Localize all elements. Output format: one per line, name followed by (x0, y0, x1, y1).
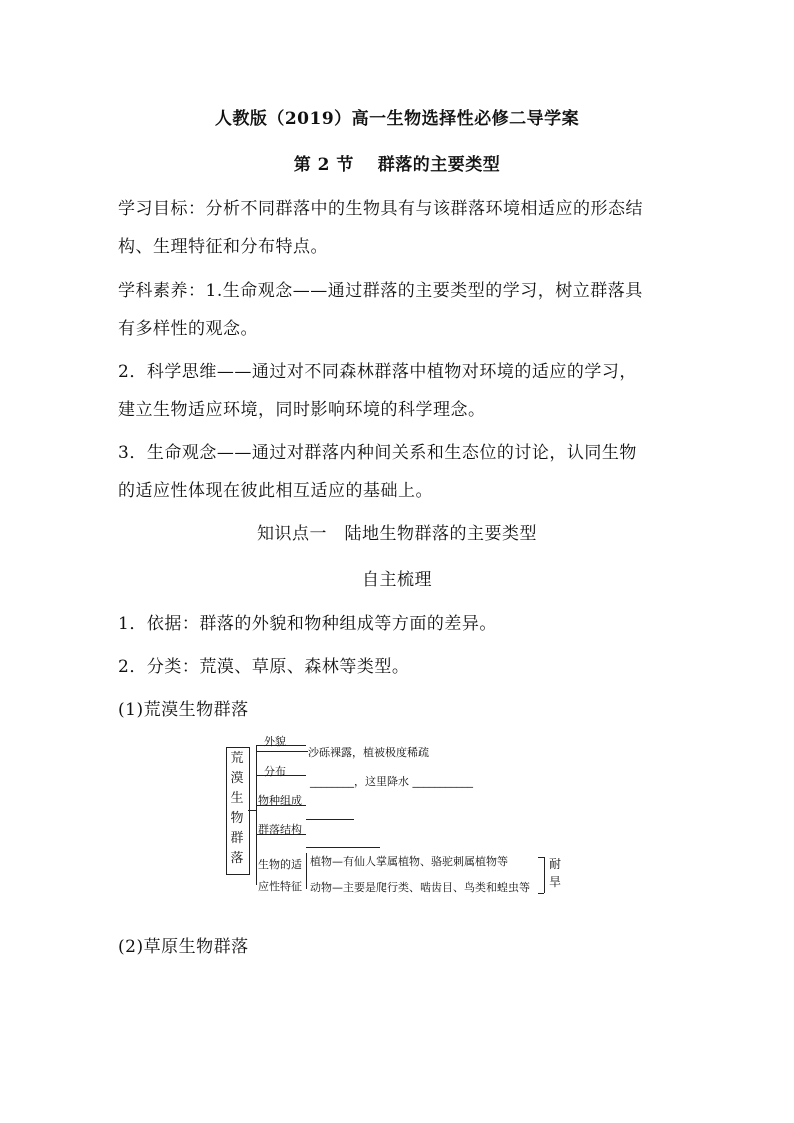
root-label: 荒 漠 生 物 群 落 (230, 751, 244, 866)
classification-line: 2．分类：荒漠、草原、森林等类型。 (118, 657, 410, 677)
literacy-line-2: 有多样性的观念。 (118, 319, 258, 339)
structure-label: 群落结构 (258, 823, 302, 836)
distribution-value: ________，这里降水 ___________ (310, 775, 473, 788)
structure-blank (306, 847, 380, 848)
species-label: 物种组成 (258, 794, 302, 807)
desert-community-diagram (226, 735, 566, 897)
item2-line-1: 2．科学思维——通过对不同森林群落中植物对环境的适应的学习， (118, 362, 637, 382)
desert-heading: (1)荒漠生物群落 (118, 700, 249, 720)
bracket-spine (256, 745, 257, 885)
appearance-value: 沙砾裸露，植被极度稀疏 (308, 746, 429, 759)
document-title: 人教版（2019）高一生物选择性必修二导学案 (214, 109, 580, 129)
section-title: 第 2 节 群落的主要类型 (293, 155, 501, 175)
basis-line: 1．依据：群落的外貌和物种组成等方面的差异。 (118, 614, 497, 634)
literacy-line-1: 学科素养：1.生命观念——通过群落的主要类型的学习，树立群落具 (118, 281, 643, 301)
adaptation-label-2: 应性特征 (258, 880, 302, 893)
self-study-heading: 自主梳理 (362, 570, 432, 590)
distribution-label: 分布 (264, 765, 286, 778)
item3-line-2: 的适应性体现在彼此相互适应的基础上。 (118, 481, 433, 501)
species-blank (306, 819, 354, 820)
adaptation-label-1: 生物的适 (258, 858, 302, 871)
tolerance-label: 耐 旱 (548, 857, 561, 889)
objectives-line-1: 学习目标：分析不同群落中的生物具有与该群落环境相适应的形态结 (118, 199, 643, 219)
knowledge-point-heading: 知识点一 陆地生物群落的主要类型 (257, 524, 537, 544)
appearance-label: 外貌 (264, 735, 286, 748)
plants-text: 植物—有仙人掌属植物、骆驼刺属植物等 (310, 855, 508, 868)
grassland-heading: (2)草原生物群落 (118, 937, 249, 957)
objectives-line-2: 构、生理特征和分布特点。 (118, 237, 328, 257)
item3-line-1: 3．生命观念——通过对群落内种间关系和生态位的讨论，认同生物 (118, 443, 637, 463)
item2-line-2: 建立生物适应环境，同时影响环境的科学理念。 (118, 400, 486, 420)
animals-text: 动物—主要是爬行类、啮齿目、鸟类和蝗虫等 (310, 881, 530, 894)
